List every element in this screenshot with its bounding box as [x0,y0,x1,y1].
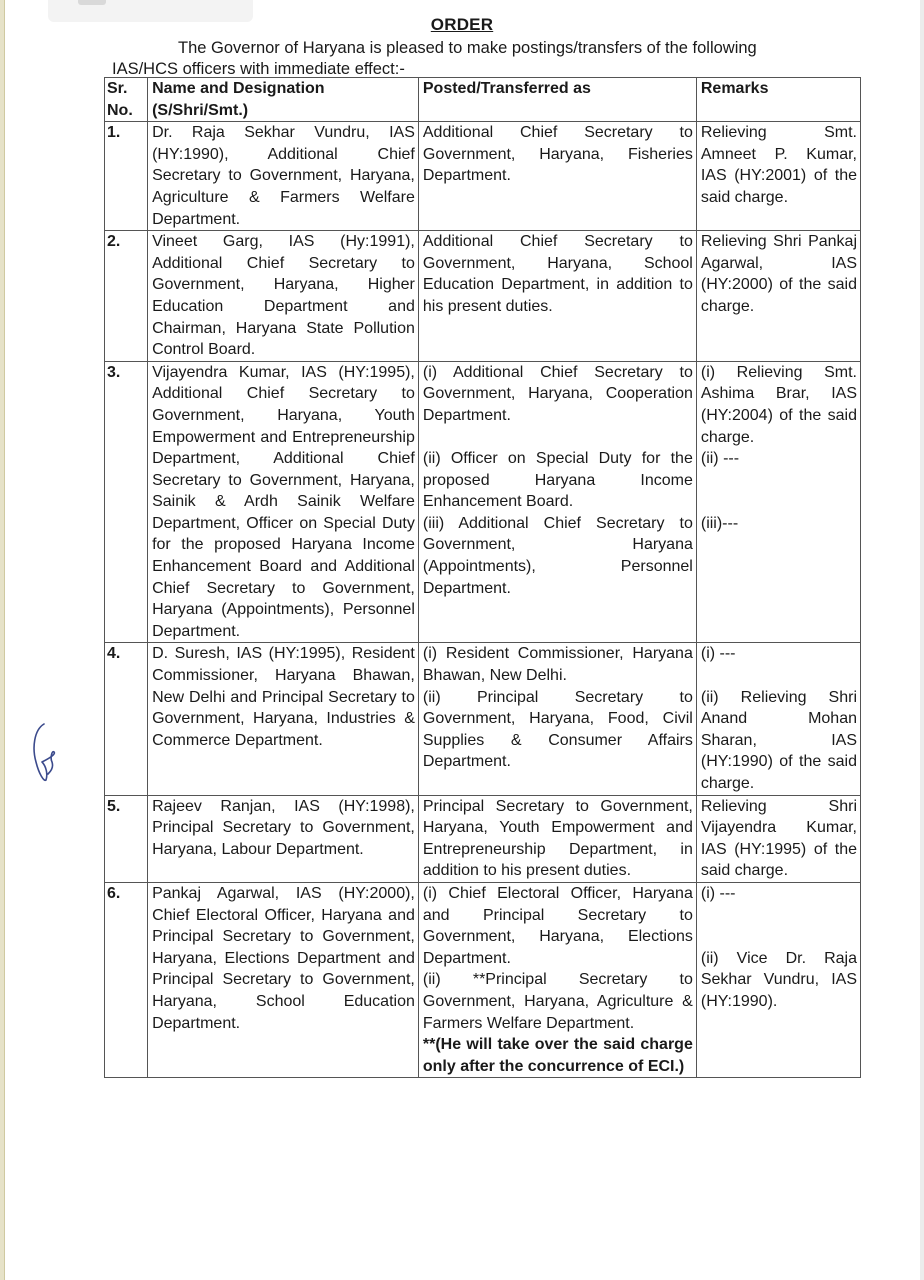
row-remarks [696,795,860,882]
overlay-pill [78,0,106,5]
header-sr-no: Sr. No. [105,78,148,122]
row-remarks [696,231,860,362]
remarks-item: Relieving Shri Vijayendra Kumar, IAS (HY:1995) of the said charge. [700,797,857,880]
table-row [105,361,861,643]
row-sr: 4. [105,643,148,795]
posted-item: (ii) Officer on Special Duty for the proposed Haryana Income Enhancement Board. [422,450,693,511]
table-row [105,231,861,362]
handwritten-mark-icon [30,722,60,784]
row-sr: 2. [105,231,148,362]
table-row [105,795,861,882]
table-row [105,643,861,795]
header-name-designation: Name and Designation (S/Shri/Smt.) [148,78,419,122]
order-intro [112,38,832,80]
posted-item: (iii) Additional Chief Secretary to Government, Haryana (Appointments), Personnel Department. [422,514,693,597]
row-posted [418,231,696,362]
page-edge-right [920,0,924,1280]
posted-item: (i) Resident Commissioner, Haryana Bhawan, New Delhi. [422,645,693,685]
row-sr: 6. [105,882,148,1077]
table-row [105,122,861,231]
intro-line-2: IAS/HCS officers with immediate effect:- [112,60,405,78]
table-header-row [105,78,861,122]
remarks-item: (i) --- [700,884,736,902]
row-name: Pankaj Agarwal, IAS (HY:2000), Chief Electoral Officer, Haryana and Principal Secretary to Government, Haryana, Elections Department and Principal Secretary to Government, Haryana, School Education Department. [148,882,419,1077]
remarks-item: (ii) --- [700,450,740,468]
row-name: Vijayendra Kumar, IAS (HY:1995), Additional Chief Secretary to Government, Haryana, Youth Empowerment and Entrepreneurship Department, Additional Chief Secretary to Government, Haryana, Sainik & Ardh Sainik Welfare Department, Officer on Special Duty for the proposed Haryana Income Enhancement Board and Additional Chief Secretary to Government, Haryana (Appointments), Personnel Department. [148,361,419,643]
posted-item: Additional Chief Secretary to Government, Haryana, Fisheries Department. [422,124,693,185]
posted-item: (ii) Principal Secretary to Government, Haryana, Food, Civil Supplies & Consumer Affairs Department. [422,688,693,771]
posted-item: (i) Chief Electoral Officer, Haryana and Principal Secretary to Government, Haryana, Elections Department. [422,884,693,967]
row-remarks [696,361,860,643]
remarks-item: (ii) Relieving Shri Anand Mohan Sharan, IAS (HY:1990) of the said charge. [700,688,857,792]
header-remarks: Remarks [696,78,860,122]
intro-line-1: The Governor of Haryana is pleased to make postings/transfers of the following [178,39,757,57]
remarks-item: (i) Relieving Smt. Ashima Brar, IAS (HY:2004) of the said charge. [700,363,857,446]
row-name: Dr. Raja Sekhar Vundru, IAS (HY:1990), Additional Chief Secretary to Government, Haryana, Agriculture & Farmers Welfare Department. [148,122,419,231]
row-sr: 5. [105,795,148,882]
remarks-item: Relieving Shri Pankaj Agarwal, IAS (HY:2000) of the said charge. [700,233,857,315]
remarks-item: Relieving Smt. Amneet P. Kumar, IAS (HY:2001) of the said charge. [700,124,857,206]
remarks-item: (ii) Vice Dr. Raja Sekhar Vundru, IAS (HY:1990). [700,949,857,1010]
remarks-item: (i) --- [700,645,736,663]
row-posted [418,122,696,231]
row-sr: 1. [105,122,148,231]
row-posted [418,643,696,795]
posted-item: Principal Secretary to Government, Haryana, Youth Empowerment and Entrepreneurship Department, in addition to his present duties. [422,797,693,880]
posted-item: (i) Additional Chief Secretary to Government, Haryana, Cooperation Department. [422,363,693,424]
posted-note: **(He will take over the said charge only after the concurrence of ECI.) [422,1036,693,1075]
header-posted-transferred: Posted/Transferred as [418,78,696,122]
row-posted [418,795,696,882]
row-sr: 3. [105,361,148,643]
row-name: Vineet Garg, IAS (Hy:1991), Additional Chief Secretary to Government, Haryana, Higher Education Department and Chairman, Haryana State Pollution Control Board. [148,231,419,362]
page-edge-left [0,0,5,1280]
row-remarks [696,122,860,231]
row-name: D. Suresh, IAS (HY:1995), Resident Commissioner, Haryana Bhawan, New Delhi and Principal Secretary to Government, Haryana, Industries & Commerce Department. [148,643,419,795]
posted-item: (ii) **Principal Secretary to Government, Haryana, Agriculture & Farmers Welfare Department. [422,971,693,1032]
row-name: Rajeev Ranjan, IAS (HY:1998), Principal Secretary to Government, Haryana, Labour Department. [148,795,419,882]
row-remarks [696,882,860,1077]
remarks-item: (iii)--- [700,514,739,532]
posted-item: Additional Chief Secretary to Government, Haryana, School Education Department, in addition to his present duties. [422,233,693,315]
row-remarks [696,643,860,795]
row-posted [418,882,696,1077]
row-posted [418,361,696,643]
table-row [105,882,861,1077]
postings-table [104,77,861,1078]
order-title: ORDER [430,15,494,34]
